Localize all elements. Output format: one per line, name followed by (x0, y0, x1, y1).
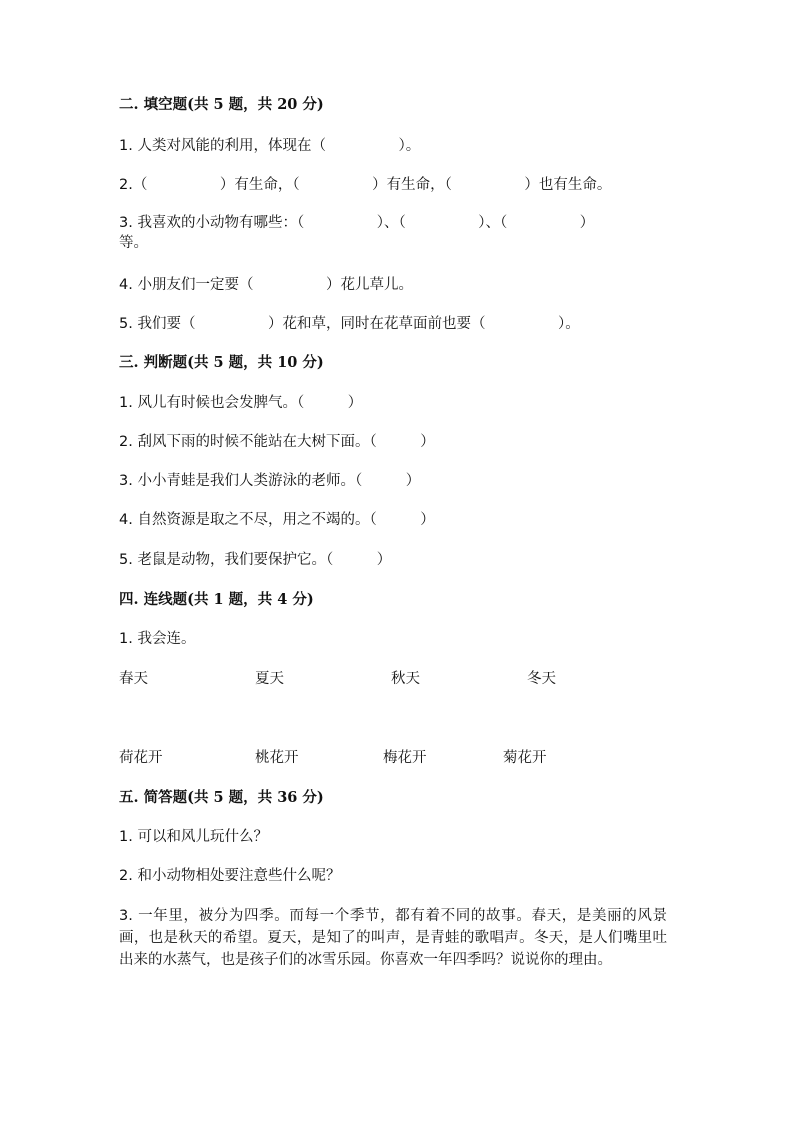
fill-question-5: 5. 我们要（ ）花和草，同时在花草面前也要（ ）。 (119, 316, 580, 332)
fill-question-3-continued: 等。 (119, 235, 148, 251)
section-heading-match: 四. 连线题(共 1 题，共 4 分) (119, 591, 314, 608)
fill-question-2: 2.（ ）有生命，（ ）有生命，（ ）也有生命。 (119, 177, 612, 193)
flower-plum: 梅花开 (383, 750, 427, 766)
season-spring: 春天 (119, 671, 148, 687)
season-winter: 冬天 (527, 671, 556, 687)
flower-peach: 桃花开 (255, 750, 299, 766)
judge-question-3: 3. 小小青蛙是我们人类游泳的老师。（ ） (119, 473, 421, 489)
season-autumn: 秋天 (391, 671, 420, 687)
flower-chrysanthemum: 菊花开 (503, 750, 547, 766)
section-heading-fill: 二. 填空题(共 5 题，共 20 分) (119, 96, 324, 113)
section-heading-judge: 三. 判断题(共 5 题，共 10 分) (119, 354, 324, 371)
fill-question-1: 1. 人类对风能的利用，体现在（ ）。 (119, 138, 421, 154)
short-question-2: 2. 和小动物相处要注意些什么呢？ (119, 868, 341, 884)
short-question-1: 1. 可以和风儿玩什么？ (119, 829, 268, 845)
judge-question-5: 5. 老鼠是动物，我们要保护它。（ ） (119, 552, 392, 568)
judge-question-1: 1. 风儿有时候也会发脾气。（ ） (119, 395, 363, 411)
season-summer: 夏天 (255, 671, 284, 687)
fill-question-4: 4. 小朋友们一定要（ ）花儿草儿。 (119, 277, 413, 293)
judge-question-4: 4. 自然资源是取之不尽，用之不竭的。（ ） (119, 512, 435, 528)
fill-question-3: 3. 我喜欢的小动物有哪些：（ ）、（ ）、（ ） (119, 215, 595, 231)
judge-question-2: 2. 刮风下雨的时候不能站在大树下面。（ ） (119, 434, 435, 450)
short-question-3: 3. 一年里，被分为四季。而每一个季节，都有着不同的故事。春天，是美丽的风景画，也是秋天的希望。夏天，是知了的叫声，是青蛙的歌唱声。冬天，是人们嘴里吐出来的水蒸气，也是孩子们的冰雪乐园。你喜欢一年四季吗？说说你的理由。 (119, 908, 667, 968)
section-heading-short: 五. 简答题(共 5 题，共 36 分) (119, 789, 324, 806)
match-question-1: 1. 我会连。 (119, 631, 196, 647)
flower-lotus: 荷花开 (119, 750, 163, 766)
